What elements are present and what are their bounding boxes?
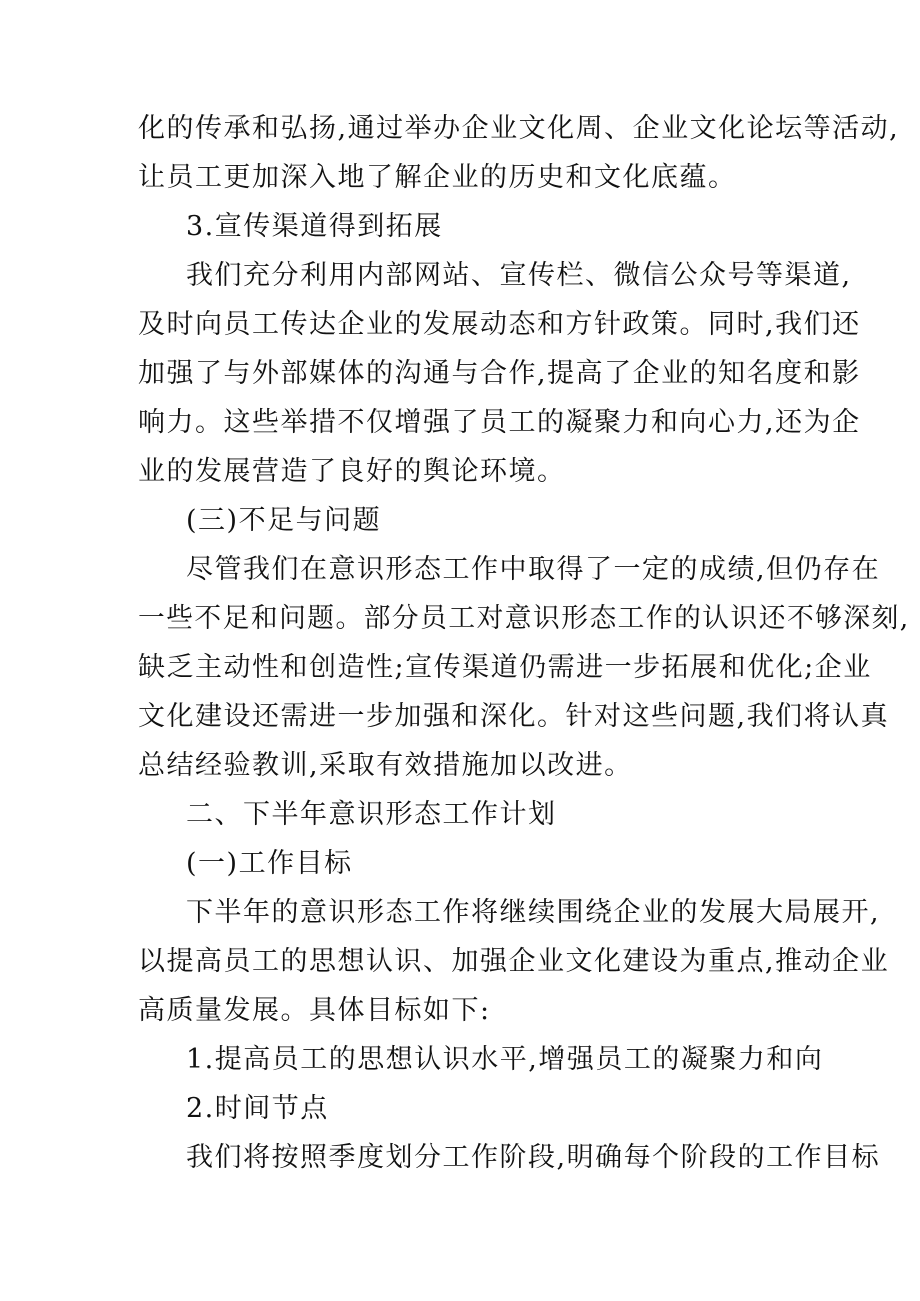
body-line-5: 及时向员工传达企业的发展动态和方针政策。同时,我们还 <box>138 309 861 340</box>
body-line-22: 我们将按照季度划分工作阶段,明确每个阶段的工作目标 <box>186 1142 881 1173</box>
chapter-heading-2: 二、下半年意识形态工作计划 <box>186 799 557 830</box>
body-line-17: 下半年的意识形态工作将继续围绕企业的发展大局展开, <box>186 897 881 928</box>
section-heading-1: (一)工作目标 <box>186 848 353 879</box>
body-line-12: 缺乏主动性和创造性;宣传渠道仍需进一步拓展和优化;企业 <box>138 652 872 683</box>
body-line-6: 加强了与外部媒体的沟通与合作,提高了企业的知名度和影 <box>138 358 861 389</box>
list-item-1: 1.提高员工的思想认识水平,增强员工的凝聚力和向 <box>186 1044 824 1075</box>
body-line-19: 高质量发展。具体目标如下: <box>138 995 491 1026</box>
body-line-2: 让员工更加深入地了解企业的历史和文化底蕴。 <box>138 162 737 193</box>
body-line-8: 业的发展营造了良好的舆论环境。 <box>138 456 566 487</box>
body-line-11: 一些不足和问题。部分员工对意识形态工作的认识还不够深刻, <box>138 603 910 634</box>
body-line-18: 以提高员工的思想认识、加强企业文化建设为重点,推动企业 <box>138 946 890 977</box>
section-heading-3: (三)不足与问题 <box>186 505 382 536</box>
list-item-2: 2.时间节点 <box>186 1093 329 1124</box>
body-line-7: 响力。这些举措不仅增强了员工的凝聚力和向心力,还为企 <box>138 407 861 438</box>
body-line-10: 尽管我们在意识形态工作中取得了一定的成绩,但仍存在 <box>186 554 881 585</box>
body-line-14: 总结经验教训,采取有效措施加以改进。 <box>138 750 633 781</box>
body-line-13: 文化建设还需进一步加强和深化。针对这些问题,我们将认真 <box>138 701 890 732</box>
subheading-3: 3.宣传渠道得到拓展 <box>186 211 443 242</box>
body-line-4: 我们充分利用内部网站、宣传栏、微信公众号等渠道, <box>186 260 852 291</box>
body-line-1: 化的传承和弘扬,通过举办企业文化周、企业文化论坛等活动, <box>138 113 900 144</box>
